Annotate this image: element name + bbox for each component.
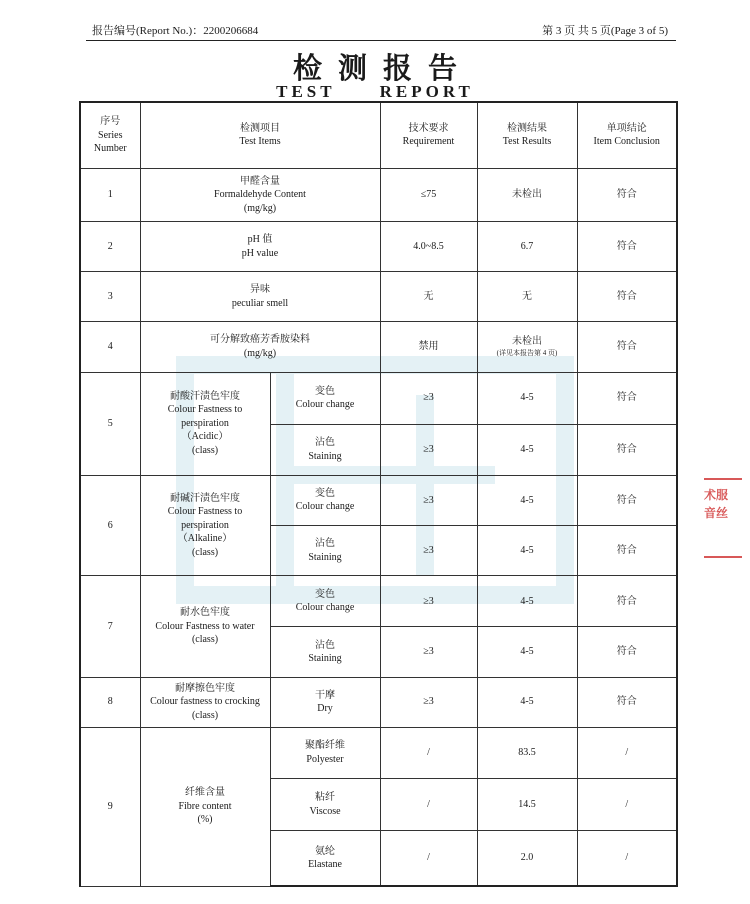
row-number: 9: [80, 727, 140, 886]
table-row: [80, 372, 677, 424]
row-item: 甲醛含量 Formaldehyde Content (mg/kg): [140, 168, 380, 221]
row-result: 4-5: [477, 576, 577, 627]
header-results: 检测结果 Test Results: [477, 102, 577, 168]
row-requirement: ≥3: [380, 424, 477, 475]
row-result: 未检出: [477, 168, 577, 221]
row-conclusion: 符合: [577, 272, 677, 322]
row-conclusion: 符合: [577, 627, 677, 677]
row-result: 6.7: [477, 221, 577, 271]
row-requirement: /: [380, 727, 477, 778]
row-conclusion: /: [577, 779, 677, 831]
result-note: (详见本报告第 4 页): [496, 348, 558, 357]
row-result: 4-5: [477, 475, 577, 525]
row-conclusion: 符合: [577, 322, 677, 372]
table-row: [80, 272, 677, 322]
row-result: 4-5: [477, 424, 577, 475]
row-number: 2: [80, 221, 140, 271]
table-row: [80, 168, 677, 221]
row-conclusion: /: [577, 727, 677, 778]
row-result: 无: [477, 272, 577, 322]
row-conclusion: /: [577, 831, 677, 886]
header-serial: 序号 Series Number: [80, 102, 140, 168]
row-requirement: /: [380, 831, 477, 886]
row-conclusion: 符合: [577, 475, 677, 525]
table-row: [80, 322, 677, 372]
row-requirement: ≤75: [380, 168, 477, 221]
row-item: 耐酸汗渍色牢度 Colour Fastness to perspiration （Acidic） (class): [140, 372, 270, 475]
row-result: 4-5: [477, 526, 577, 576]
row-number: 4: [80, 322, 140, 372]
row-requirement: 无: [380, 272, 477, 322]
row-requirement: ≥3: [380, 627, 477, 677]
table-row: [80, 475, 677, 525]
report-title-en: TEST REPORT: [276, 82, 474, 101]
sub-item: 氨纶 Elastane: [270, 831, 380, 886]
table-row: [80, 221, 677, 271]
row-conclusion: 符合: [577, 424, 677, 475]
row-requirement: ≥3: [380, 576, 477, 627]
row-number: 1: [80, 168, 140, 221]
row-requirement: /: [380, 779, 477, 831]
sub-item: 沾色 Staining: [270, 526, 380, 576]
row-conclusion: 符合: [577, 372, 677, 424]
row-conclusion: 符合: [577, 168, 677, 221]
report-number: 报告编号(Report No.)：2200206684: [92, 25, 259, 37]
row-conclusion: 符合: [577, 526, 677, 576]
row-requirement: ≥3: [380, 372, 477, 424]
row-item: 纤维含量 Fibre content (%): [140, 727, 270, 886]
sub-item: 聚酯纤维 Polyester: [270, 727, 380, 778]
test-results-table: [79, 101, 678, 887]
row-item: 耐水色牢度 Colour Fastness to water (class): [140, 576, 270, 677]
header-test-items: 检测项目 Test Items: [140, 102, 380, 168]
header-requirement: 技术要求 Requirement: [380, 102, 477, 168]
row-result: 2.0: [477, 831, 577, 886]
row-result: 4-5: [477, 677, 577, 727]
row-result: 未检出 (详见本报告第 4 页): [477, 322, 577, 372]
sub-item: 变色 Colour change: [270, 576, 380, 627]
row-number: 5: [80, 372, 140, 475]
sub-item: 变色 Colour change: [270, 372, 380, 424]
row-conclusion: 符合: [577, 677, 677, 727]
table-row: [80, 576, 677, 627]
row-conclusion: 符合: [577, 576, 677, 627]
seal-stamp-fragment: 术服 音丝: [704, 478, 742, 558]
row-number: 3: [80, 272, 140, 322]
row-result: 4-5: [477, 627, 577, 677]
sub-item: 沾色 Staining: [270, 627, 380, 677]
sub-item: 干摩 Dry: [270, 677, 380, 727]
sub-item: 变色 Colour change: [270, 475, 380, 525]
row-number: 8: [80, 677, 140, 727]
row-number: 6: [80, 475, 140, 575]
row-requirement: ≥3: [380, 475, 477, 525]
row-conclusion: 符合: [577, 221, 677, 271]
header-rule: [86, 40, 676, 41]
table-row: [80, 727, 677, 778]
table-row: [80, 677, 677, 727]
row-requirement: ≥3: [380, 677, 477, 727]
sub-item: 粘纤 Viscose: [270, 779, 380, 831]
row-requirement: 4.0~8.5: [380, 221, 477, 271]
row-result: 83.5: [477, 727, 577, 778]
row-result: 14.5: [477, 779, 577, 831]
table-header-row: [80, 102, 677, 168]
row-item: 耐摩擦色牢度 Colour fastness to crocking (class): [140, 677, 270, 727]
row-item: pH 值 pH value: [140, 221, 380, 271]
page-indicator: 第 3 页 共 5 页(Page 3 of 5): [542, 25, 668, 37]
row-result: 4-5: [477, 372, 577, 424]
row-item: 可分解致癌芳香胺染料 (mg/kg): [140, 322, 380, 372]
row-requirement: ≥3: [380, 526, 477, 576]
sub-item: 沾色 Staining: [270, 424, 380, 475]
row-number: 7: [80, 576, 140, 677]
row-requirement: 禁用: [380, 322, 477, 372]
row-item: 异味 peculiar smell: [140, 272, 380, 322]
row-item: 耐碱汗渍色牢度 Colour Fastness to perspiration （Alkaline） (class): [140, 475, 270, 575]
header-conclusion: 单项结论 Item Conclusion: [577, 102, 677, 168]
report-title-cn: 检测报告: [292, 53, 473, 85]
